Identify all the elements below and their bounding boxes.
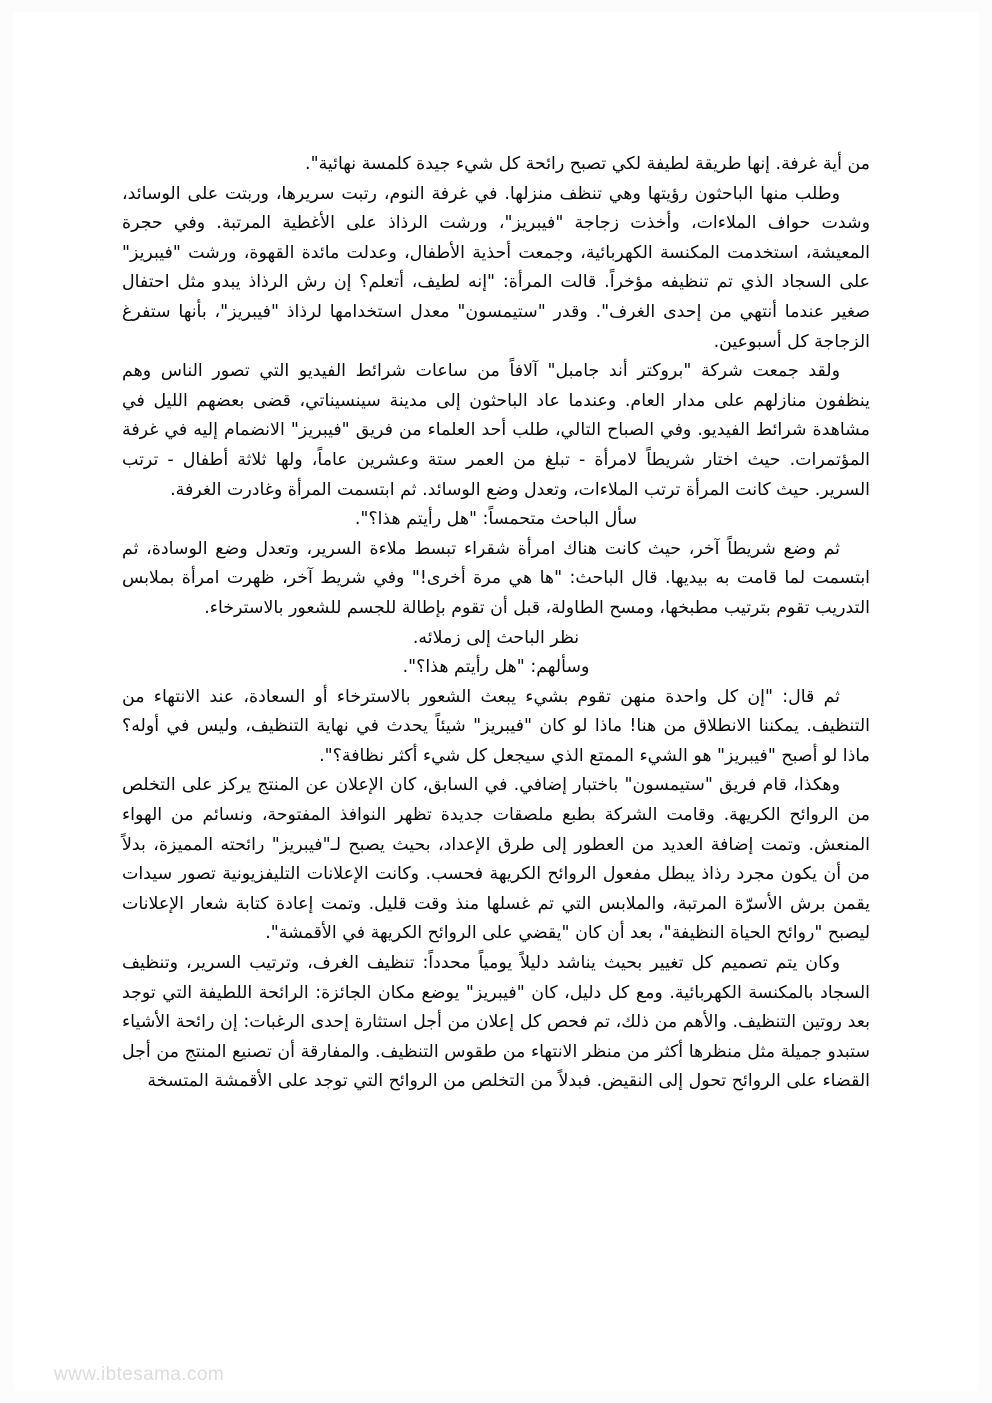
paragraph-short: وسألهم: "هل رأيتم هذا؟". bbox=[402, 657, 590, 678]
paragraph: ولقد جمعت شركة "بروكتر أند جامبل" آلافاً من ساعات شرائط الفيديو التي تصور الناس وهم ينظفون منازلهم على مدار العام. وعندما عاد الباحثون إلى مدينة سينسيناتي، قضى بعضهم الليل في مشاهدة شرائط الفيديو. وفي الصباح التالي، طلب أحد العلماء من فريق "فيبريز" الانضمام إليه في غرفة المؤتمرات. حيث اختار شريطاً لامرأة - تبلغ من العمر ستة وعشرين عاماً، ولها ثلاثة أطفال - ترتب السرير. حيث كانت المرأة ترتب الملاءات، وتعدل وضع الوسائد. ثم ابتسمت المرأة وغادرت الغرفة. bbox=[122, 361, 870, 500]
body-text-column bbox=[122, 150, 870, 1097]
paragraph: وطلب منها الباحثون رؤيتها وهي تنظف منزلها. في غرفة النوم، رتبت سريرها، وربتت على الوسائد، وشدت حواف الملاءات، وأخذت زجاجة "فيبريز"، ورشت الرذاذ على الأغطية المرتبة. وفي حجرة المعيشة، استخدمت المكنسة الكهربائية، وجمعت أحذية الأطفال، وعدلت مائدة القهوة، ورشت "فيبريز" على السجاد الذي تم تنظيفه مؤخراً. قالت المرأة: "إنه لطيف، أتعلم؟ إن رش الرذاذ يبدو مثل احتفال صغير عندما أنتهي من إحدى الغرف". وقدر "ستيمسون" معدل استخدامها لرذاذ "فيبريز"، بأنها ستفرغ الزجاجة كل أسبوعين. bbox=[122, 183, 870, 352]
page-edge-top bbox=[0, 0, 992, 12]
paragraph: وكان يتم تصميم كل تغيير بحيث يناشد دليلاً يومياً محدداً: تنظيف الغرف، وترتيب السرير، وتنظيف السجاد بالمكنسة الكهربائية. ومع كل دليل، كان "فيبريز" يوضع مكان الجائزة: الرائحة اللطيفة التي توجد بعد روتين التنظيف. والأهم من ذلك، تم فحص كل إعلان من أجل استثارة إحدى الرغبات: إن رائحة الأشياء ستبدو جميلة مثل منظرها أكثر من منظر الانتهاء من طقوس التنظيف. والمفارقة أن تصنيع المنتج من أجل القضاء على الروائح تحول إلى النقيض. فبدلاً من التخلص من الروائح التي توجد على الأقمشة المتسخة bbox=[122, 953, 870, 1092]
paragraph-short: سأل الباحث متحمساً: "هل رأيتم هذا؟". bbox=[354, 509, 638, 530]
paragraph: ثم قال: "إن كل واحدة منهن تقوم بشيء يبعث الشعور بالاسترخاء أو السعادة، عند الانتهاء من التنظيف. يمكننا الانطلاق من هنا! ماذا لو كان "فيبريز" شيئاً يحدث في نهاية التنظيف، وليس في أوله؟ ماذا لو أصبح "فيبريز" هو الشيء الممتع الذي سيجعل كل شيء أكثر نظافة؟". bbox=[122, 686, 870, 766]
paragraph-short: نظر الباحث إلى زملائه. bbox=[412, 627, 580, 648]
paragraph: وهكذا، قام فريق "ستيمسون" باختبار إضافي. في السابق، كان الإعلان عن المنتج يركز على التخلص من الروائح الكريهة. وقامت الشركة بطبع ملصقات جديدة تظهر النوافذ المفتوحة، ونسائم من الهواء المنعش. وتمت إضافة العديد من العطور إلى طرق الإعداد، بحيث يصبح لـ"فيبريز" رائحته المميزة، بدلاً من أن يكون مجرد رذاذ يبطل مفعول الروائح الكريهة فحسب. وكانت الإعلانات التليفزيونية تصور سيدات يقمن برش الأسرّة المرتبة، والملابس التي تم غسلها منذ وقت قليل. وتمت إعادة كتابة شعار الإعلانات ليصبح "روائح الحياة النظيفة"، بعد أن كان "يقضي على الروائح الكريهة في الأقمشة". bbox=[122, 775, 870, 944]
paragraph: ثم وضع شريطاً آخر، حيث كانت هناك امرأة شقراء تبسط ملاءة السرير، وتعدل وضع الوسادة، ثم ابتسمت لما قامت به بيديها. قال الباحث: "ها هي مرة أخرى!" وفي شريط آخر، ظهرت امرأة بملابس التدريب تقوم بترتيب مطبخها، ومسح الطاولة، قبل أن تقوم بإطالة للجسم للشعور بالاسترخاء. bbox=[122, 538, 870, 618]
paragraph: من أية غرفة. إنها طريقة لطيفة لكي تصبح رائحة كل شيء جيدة كلمسة نهائية". bbox=[305, 154, 870, 174]
page-edge-right bbox=[978, 0, 992, 1403]
site-watermark: www.ibtesama.com bbox=[54, 1364, 225, 1385]
page-edge-left bbox=[0, 0, 14, 1403]
page-edge-bottom bbox=[0, 1391, 992, 1403]
